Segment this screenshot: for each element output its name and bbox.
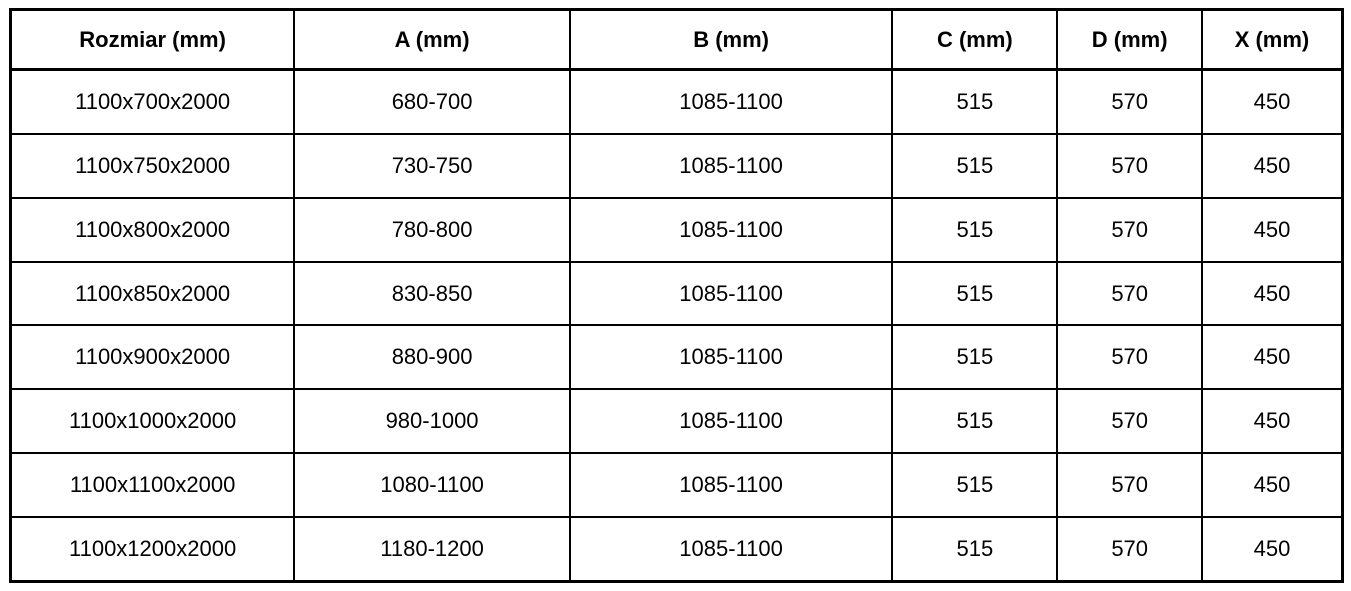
table-cell: 680-700 (294, 70, 570, 135)
table-cell: 450 (1202, 389, 1343, 453)
table-cell: 570 (1057, 517, 1202, 582)
table-row (11, 325, 1343, 389)
table-row (11, 70, 1343, 135)
table-cell: 1085-1100 (570, 389, 892, 453)
table-cell: 515 (892, 517, 1057, 582)
table-cell: 450 (1202, 198, 1343, 262)
table-header (11, 10, 1343, 70)
table-cell: 1100x750x2000 (11, 134, 295, 198)
table-cell: 1085-1100 (570, 70, 892, 135)
column-header-2: B (mm) (570, 10, 892, 70)
table-body (11, 70, 1343, 582)
table-cell: 450 (1202, 453, 1343, 517)
table-row (11, 517, 1343, 582)
table-cell: 830-850 (294, 262, 570, 326)
table-cell: 780-800 (294, 198, 570, 262)
table-cell: 1085-1100 (570, 517, 892, 582)
table-cell: 1085-1100 (570, 325, 892, 389)
table-cell: 1100x700x2000 (11, 70, 295, 135)
size-spec-table (9, 8, 1344, 583)
table-cell: 570 (1057, 453, 1202, 517)
table-cell: 450 (1202, 517, 1343, 582)
table-row (11, 389, 1343, 453)
table-cell: 1085-1100 (570, 198, 892, 262)
table-cell: 570 (1057, 198, 1202, 262)
column-header-3: C (mm) (892, 10, 1057, 70)
table-cell: 1085-1100 (570, 134, 892, 198)
table-cell: 880-900 (294, 325, 570, 389)
table-cell: 1100x1100x2000 (11, 453, 295, 517)
column-header-0: Rozmiar (mm) (11, 10, 295, 70)
table-cell: 730-750 (294, 134, 570, 198)
table-cell: 515 (892, 262, 1057, 326)
table-cell: 1085-1100 (570, 453, 892, 517)
table-cell: 570 (1057, 325, 1202, 389)
table-cell: 515 (892, 325, 1057, 389)
table-cell: 450 (1202, 325, 1343, 389)
table-header-row (11, 10, 1343, 70)
table-row (11, 262, 1343, 326)
table-cell: 1085-1100 (570, 262, 892, 326)
table-cell: 515 (892, 134, 1057, 198)
table-cell: 1100x900x2000 (11, 325, 295, 389)
column-header-4: D (mm) (1057, 10, 1202, 70)
table-cell: 450 (1202, 262, 1343, 326)
table-cell: 450 (1202, 70, 1343, 135)
table-cell: 1100x1000x2000 (11, 389, 295, 453)
column-header-5: X (mm) (1202, 10, 1343, 70)
table-cell: 1100x850x2000 (11, 262, 295, 326)
table-cell: 515 (892, 453, 1057, 517)
table-row (11, 453, 1343, 517)
table-cell: 515 (892, 198, 1057, 262)
table-cell: 450 (1202, 134, 1343, 198)
table-cell: 1080-1100 (294, 453, 570, 517)
column-header-1: A (mm) (294, 10, 570, 70)
table-row (11, 198, 1343, 262)
table-cell: 515 (892, 70, 1057, 135)
table-cell: 515 (892, 389, 1057, 453)
table-cell: 1100x1200x2000 (11, 517, 295, 582)
table-cell: 570 (1057, 70, 1202, 135)
table-cell: 1100x800x2000 (11, 198, 295, 262)
table-row (11, 134, 1343, 198)
table-cell: 570 (1057, 389, 1202, 453)
table-cell: 570 (1057, 134, 1202, 198)
table-cell: 570 (1057, 262, 1202, 326)
table-cell: 980-1000 (294, 389, 570, 453)
table-cell: 1180-1200 (294, 517, 570, 582)
